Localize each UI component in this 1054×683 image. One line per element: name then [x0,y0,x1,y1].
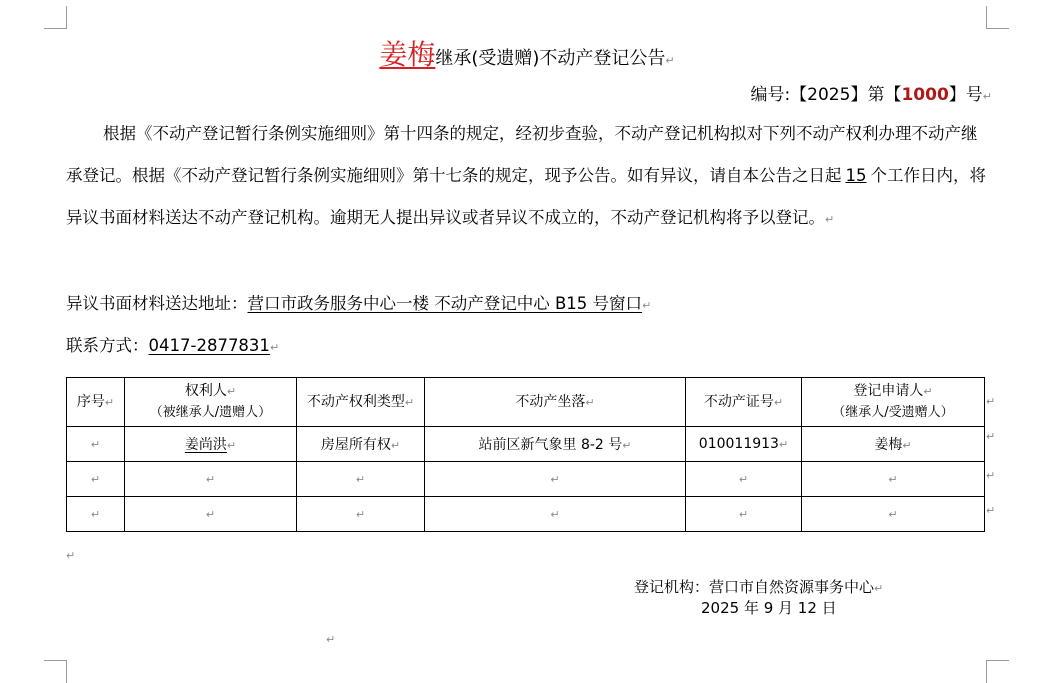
table-cell [802,427,985,462]
page-corner-mark [44,6,67,29]
cell-mark: ↵ [205,508,216,521]
contact-info [66,332,279,356]
table-cell [125,427,297,462]
page-corner-mark [44,660,67,683]
header-label: 权利人 [184,383,227,399]
table-cell [425,462,686,497]
paragraph-mark: ↵ [66,549,76,562]
applicant: 姜梅 [874,437,903,453]
cell-mark: ↵ [622,439,632,452]
paragraph-mark: ↵ [642,299,652,312]
cell-mark: ↵ [585,395,595,409]
document-number [750,80,992,105]
row-end-mark: ↵ [986,504,996,517]
cell-mark: ↵ [355,473,366,486]
cell-mark: ↵ [738,473,749,486]
registration-org [634,576,883,597]
address-value: 营口市政务服务中心一楼 不动产登记中心 B15 号窗口 [247,294,643,313]
paragraph-mark: ↵ [665,54,675,67]
table-cell [297,497,425,532]
row-end-mark: ↵ [986,395,996,408]
cell-mark: ↵ [902,439,912,452]
paragraph-mark: ↵ [269,341,280,354]
table-cell [686,427,802,462]
cell-mark: ↵ [205,473,216,486]
table-cell [802,462,985,497]
header-sublabel: （继承人/受遗赠人） [832,405,954,420]
cell-mark: ↵ [778,438,789,451]
registration-table [66,377,985,532]
cell-mark: ↵ [888,473,898,486]
header-label: 不动产坐落 [515,393,586,410]
header-cell [425,378,686,427]
table-cell [297,427,425,462]
document-title [0,33,1054,73]
header-cell [686,378,802,427]
table-cell [67,462,125,497]
address-label: 异议书面材料送达地址： [66,294,248,313]
page-corner-mark [986,6,1009,29]
paragraph-mark: ↵ [874,582,884,595]
right-type: 房屋所有权 [320,437,391,453]
title-text: 继承(受遗赠)不动产登记公告 [435,48,666,69]
table-cell [802,497,985,532]
owner-name: 姜尚洪 [184,437,227,453]
header-cell [297,378,425,427]
table-cell [425,497,686,532]
cell-mark: ↵ [738,508,749,521]
cell-mark: ↵ [226,385,237,398]
row-end-mark: ↵ [986,469,996,482]
table-row [67,497,985,532]
table-row [67,427,985,462]
notice-date: 2025 年 9 月 12 日 [701,599,837,617]
row-end-mark: ↵ [986,430,996,443]
table-cell [686,497,802,532]
doc-number-prefix: 编号:【2025】第【 [750,85,902,105]
table-row [67,462,985,497]
cell-mark: ↵ [90,508,101,521]
cell-mark: ↵ [104,395,115,409]
header-label: 序号 [76,393,105,410]
certificate-number: 010011913 [698,436,779,452]
header-sublabel: （被继承人/遗赠人） [149,405,272,420]
table-header-row [67,378,985,427]
header-label: 登记申请人 [853,383,924,399]
paragraph-mark: ↵ [982,90,992,103]
cell-mark: ↵ [404,395,415,409]
paragraph-mark: ↵ [326,633,336,646]
table-cell [67,427,125,462]
page-corner-mark [986,660,1009,683]
applicant-name: 姜梅 [379,38,436,71]
notice-text: 个工作日内，将异议书面材料送达不动产登记机构。逾期无人提出异议或者异议不成立的，不动产登记机构将予以登记。 [66,166,986,227]
header-cell [125,378,297,427]
header-cell [67,378,125,427]
notice-text: 根据《不动产登记暂行条例实施细则》第十四条的规定，经初步查验，不动产登记机构拟对下列不动产权利办理不动产继承登记。根据《不动产登记暂行条例实施细则》第十七条的规定，现予公告。如有异议，请自本公告之日起 [66,124,978,185]
doc-number-suffix: 】号 [948,85,983,105]
cell-mark: ↵ [226,439,237,452]
header-label: 不动产权利类型 [306,393,405,410]
cell-mark: ↵ [90,473,101,486]
objection-address [66,290,651,314]
cell-mark: ↵ [550,473,560,486]
days-field: 15 [845,166,867,185]
contact-value: 0417-2877831 [148,336,270,355]
cell-mark: ↵ [923,385,933,398]
doc-number-value: 1000 [901,85,949,105]
cell-mark: ↵ [390,439,401,452]
table-cell [125,462,297,497]
cell-mark: ↵ [90,438,101,451]
contact-label: 联系方式： [66,336,149,355]
table-cell [686,462,802,497]
cell-mark: ↵ [888,508,898,521]
property-location: 站前区新气象里 8-2 号 [478,437,623,453]
cell-mark: ↵ [773,395,784,409]
table-cell [125,497,297,532]
notice-paragraph [66,113,990,241]
paragraph-mark: ↵ [825,213,835,226]
cell-mark: ↵ [355,508,366,521]
header-cell [802,378,985,427]
table-cell [297,462,425,497]
table-cell [67,497,125,532]
org-text: 登记机构：营口市自然资源事务中心 [634,578,875,596]
table-cell [425,427,686,462]
header-label: 不动产证号 [703,393,774,410]
cell-mark: ↵ [550,508,560,521]
